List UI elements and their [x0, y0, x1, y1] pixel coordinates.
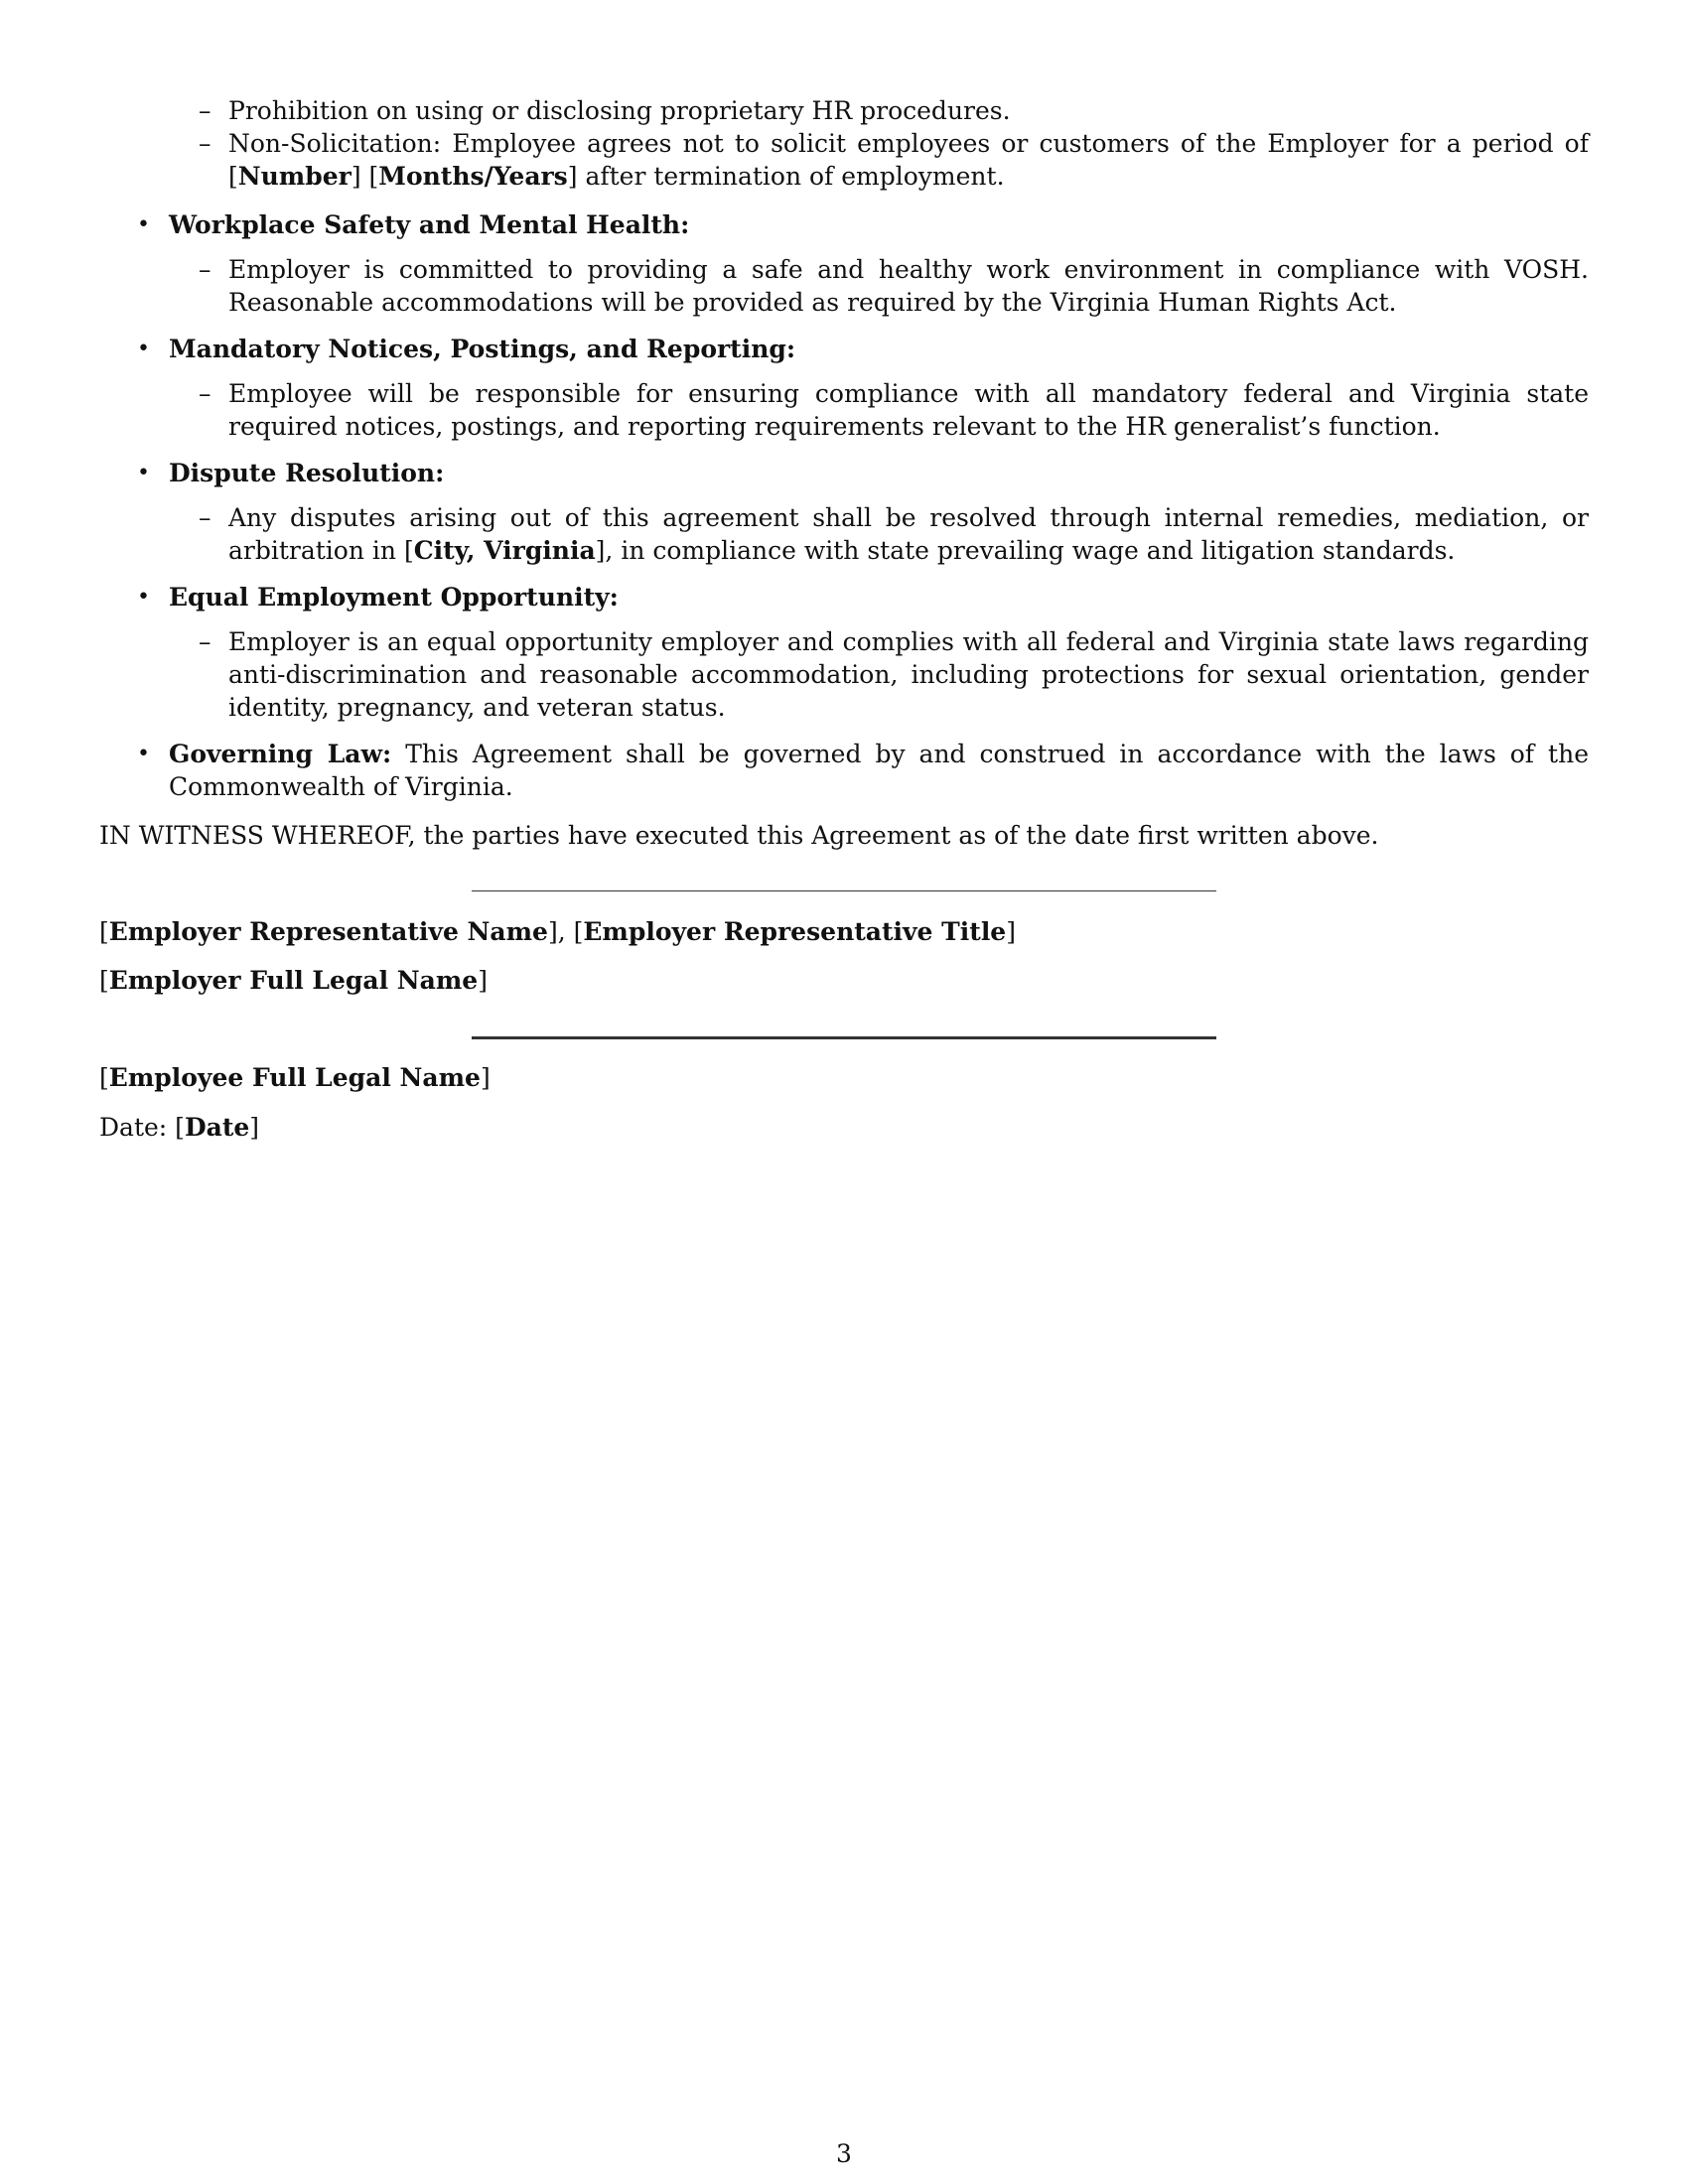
- section-mandatory-notices: [99, 333, 1589, 365]
- list-item-non-solicitation: [99, 127, 1589, 193]
- employer-legal-name-line: [Employer Full Legal Name]: [99, 966, 488, 995]
- section-heading: Equal Employment Opportunity:: [169, 583, 619, 612]
- section-body-notices: [99, 377, 1589, 443]
- section-text-after: ], in compliance with state prevailing wage and litigation standards.: [595, 536, 1456, 565]
- section-heading: Workplace Safety and Mental Health:: [169, 210, 690, 239]
- employer-signature-line: [472, 890, 1216, 891]
- dash-marker: –: [199, 129, 211, 158]
- employer-rep-name: Employer Representative Name: [108, 917, 548, 946]
- section-body-dispute: [99, 501, 1589, 567]
- date-line: Date: [Date]: [99, 1113, 260, 1142]
- section-text: Employer is an equal opportunity employer and complies with all federal and Virginia state laws regarding anti-discrimination and reasonable accommodation, including protections for sexual orientation, gender identity, pregnancy, and veteran status.: [228, 627, 1589, 722]
- bullet-marker: •: [137, 212, 150, 237]
- section-text: Employer is committed to providing a safe and healthy work environment in compliance with VOSH. Reasonable accommodations will be provided as required by the Virginia Human Rights Act.: [228, 255, 1589, 317]
- employer-rep-title: Employer Representative Title: [583, 917, 1007, 946]
- section-text: Employee will be responsible for ensuring compliance with all mandatory federal and Virginia state required notices, postings, and reporting requirements relevant to the HR generalist’s function.: [228, 379, 1589, 441]
- bullet-marker: •: [137, 585, 150, 610]
- dash-marker: –: [199, 96, 211, 125]
- employee-legal-name: Employee Full Legal Name: [108, 1063, 481, 1092]
- list-item-proprietary: [99, 94, 1589, 127]
- placeholder-city: City, Virginia: [413, 536, 596, 565]
- page-content: [99, 94, 1589, 1144]
- placeholder-months-years: Months/Years: [378, 162, 568, 191]
- employee-legal-name-line: [Employee Full Legal Name]: [99, 1063, 491, 1092]
- section-heading: Mandatory Notices, Postings, and Reporting:: [169, 335, 796, 363]
- section-body-safety: [99, 253, 1589, 319]
- page-number: 3: [836, 2139, 852, 2168]
- section-text: This Agreement shall be governed by and construed in accordance with the laws of the Commonwealth of Virginia.: [169, 740, 1589, 801]
- bullet-marker: •: [137, 742, 150, 766]
- section-workplace-safety: [99, 208, 1589, 241]
- bullet-marker: •: [137, 337, 150, 361]
- placeholder-number: Number: [237, 162, 352, 191]
- item-text: Prohibition on using or disclosing proprietary HR procedures.: [228, 96, 1011, 125]
- date-label: Date:: [99, 1113, 176, 1142]
- dash-marker: –: [199, 255, 211, 284]
- dash-marker: –: [199, 503, 211, 532]
- section-heading: Governing Law:: [169, 740, 392, 768]
- section-text: Any disputes arising out of this agreement shall be resolved through internal remedies, mediation, or arbitration in [: [228, 503, 1589, 565]
- section-governing-law: [99, 738, 1589, 803]
- item-text-mid: ] [: [351, 162, 379, 191]
- section-heading: Dispute Resolution:: [169, 459, 445, 487]
- date-placeholder: Date: [184, 1113, 250, 1142]
- witness-clause: IN WITNESS WHEREOF, the parties have executed this Agreement as of the date first written above.: [99, 821, 1379, 850]
- item-text-after: ] after termination of employment.: [567, 162, 1005, 191]
- bullet-marker: •: [137, 461, 150, 485]
- item-text: Non-Solicitation: Employee agrees not to solicit employees or customers of the Employer for a period of [: [228, 129, 1589, 191]
- employer-legal-name: Employer Full Legal Name: [108, 966, 479, 995]
- employee-signature-line: [472, 1036, 1216, 1039]
- dash-marker: –: [199, 627, 211, 656]
- section-body-eeo: [99, 625, 1589, 724]
- section-equal-employment: [99, 581, 1589, 614]
- dash-marker: –: [199, 379, 211, 408]
- employer-rep-line: [Employer Representative Name], [Employer Representative Title]: [99, 917, 1016, 946]
- section-dispute-resolution: [99, 457, 1589, 489]
